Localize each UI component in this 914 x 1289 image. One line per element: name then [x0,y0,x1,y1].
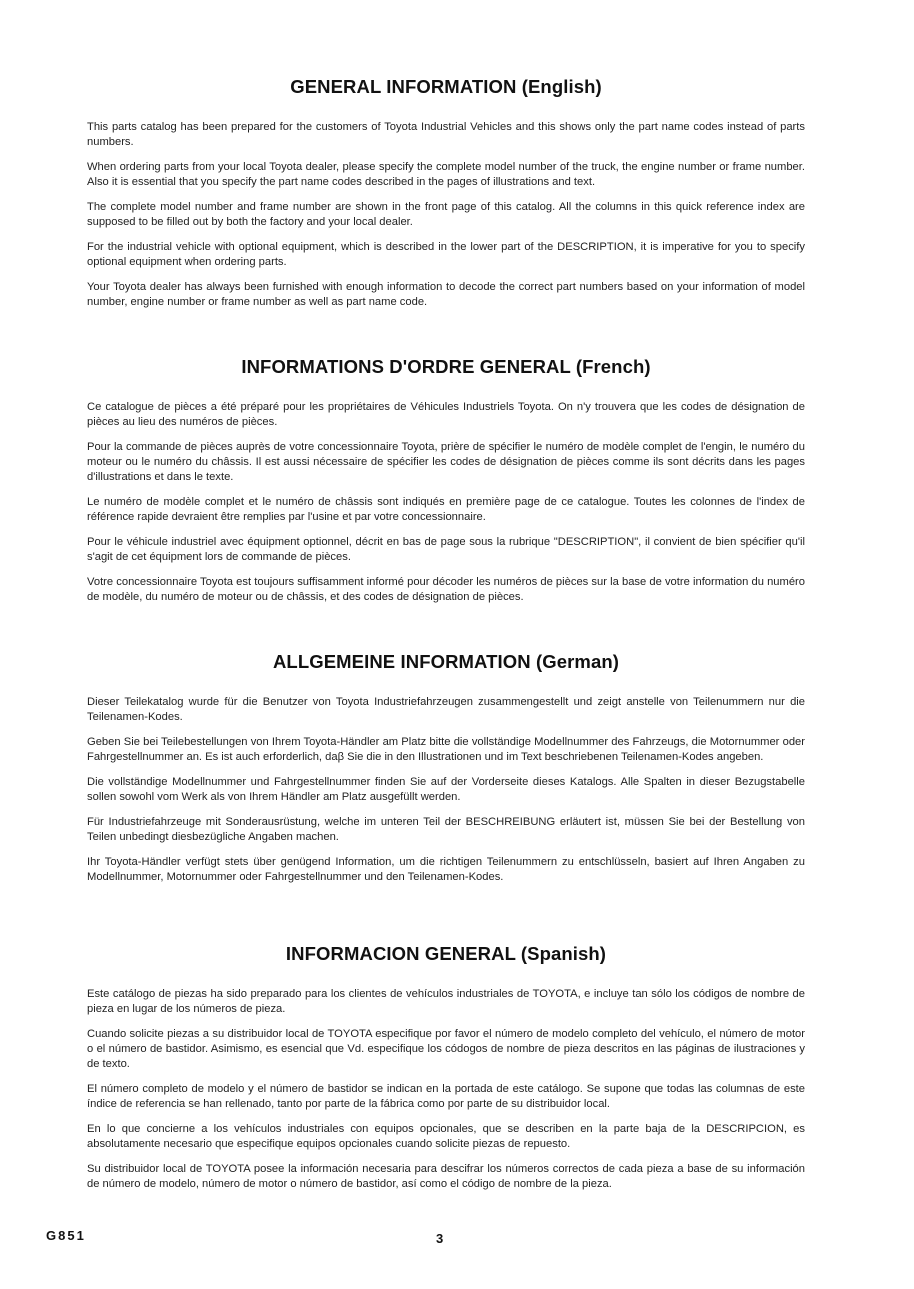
paragraph: This parts catalog has been prepared for the customers of Toyota Industrial Vehicles and this shows only the part name codes instead of parts numbers. [87,121,805,148]
paragraph: Für Industriefahrzeuge mit Sonderausrüstung, welche im unteren Teil der BESCHREIBUNG erläutert ist, müssen Sie bei der Bestellung von Teilen unbedingt diesbezügliche Angaben machen. [87,816,805,843]
paragraph: Pour la commande de pièces auprès de votre concessionnaire Toyota, prière de spécifier le numéro de modèle complet de l'engin, le numéro du moteur ou le numéro du châssis. Il est aussi nécessaire de spécifier les codes de désignation de pièces comme ils sont décrits dans les pages d'illustrations et dans le texte. [87,441,805,483]
section-german [87,651,805,895]
paragraph: En lo que concierne a los vehículos industriales con equipos opcionales, que se describen en la parte baja de la DESCRIPCION, es absolutamente necesario que especifique equipos opcionales cuando solicite piezas de repuesto. [87,1123,805,1150]
paragraph: Geben Sie bei Teilebestellungen von Ihrem Toyota-Händler am Platz bitte die vollständige Modellnummer des Fahrzeugs, die Motornummer oder Fahrgestellnummer an. Es ist auch erforderlich, daβ Sie die in den Illustrationen und im Text beschriebenen Teilenamen-Kodes angeben. [87,736,805,763]
paragraph: Your Toyota dealer has always been furnished with enough information to decode the correct part numbers based on your information of model number, engine number or frame number as well as part name code. [87,281,805,308]
paragraph: Este catálogo de piezas ha sido preparado para los clientes de vehículos industriales de TOYOTA, e incluye tan sólo los códigos de nombre de pieza en lugar de los números de pieza. [87,988,805,1015]
paragraph: Ce catalogue de pièces a été préparé pour les propriétaires de Véhicules Industriels Toyota. On n'y trouvera que les codes de désignation de pièces au lieu des numéros de pièces. [87,401,805,428]
paragraph: Dieser Teilekatalog wurde für die Benutzer von Toyota Industriefahrzeugen zusammengestellt und zeigt anstelle von Teilenummern nur die Teilenamen-Kodes. [87,696,805,723]
paragraph: When ordering parts from your local Toyota dealer, please specify the complete model number of the truck, the engine number or frame number. Also it is essential that you specify the part name codes described in the pages of illustrations and text. [87,161,805,188]
paragraph: Cuando solicite piezas a su distribuidor local de TOYOTA especifique por favor el número de modelo completo del vehículo, el número de motor o el número de bastidor. Asimismo, es esencial que Vd. especifique los códogos de nombre de pieza descritos en las páginas de ilustraciones y de texto. [87,1028,805,1070]
section-english [87,76,805,320]
page-number: 3 [436,1231,444,1246]
paragraph: Pour le véhicule industriel avec équipment optionnel, décrit en bas de page sous la rubrique "DESCRIPTION", il convient de bien spécifier qu'il s'agit de cet équipment lors de commande de pièces. [87,536,805,563]
paragraph: El número completo de modelo y el número de bastidor se indican en la portada de este catálogo. Se supone que todas las columnas de este índice de referencia se han rellenado, tanto por parte de la fábrica como por parte de su distribuidor local. [87,1083,805,1110]
paragraph: For the industrial vehicle with optional equipment, which is described in the lower part of the DESCRIPTION, it is imperative for you to specify optional equipment when ordering parts. [87,241,805,268]
paragraph: Die vollständige Modellnummer und Fahrgestellnummer finden Sie auf der Vorderseite dieses Katalogs. Alle Spalten in dieser Bezugstabelle sollen sowohl vom Werk als von Ihrem Händler am Platz ausgefüllt werden. [87,776,805,803]
paragraph: Le numéro de modèle complet et le numéro de châssis sont indiqués en première page de ce catalogue. Toutes les colonnes de l'index de référence rapide devraient être remplies par l'usine et par votre concessionnaire. [87,496,805,523]
catalog-code: G851 [46,1228,86,1243]
paragraph: Votre concessionnaire Toyota est toujours suffisamment informé pour décoder les numéros de pièces sur la base de votre information du numéro de modèle, du numéro de moteur ou de châssis, et des codes de désignation de pièces. [87,576,805,603]
section-title-french: INFORMATIONS D'ORDRE GENERAL (French) [241,356,651,377]
section-spanish [87,943,805,1202]
paragraph: Su distribuidor local de TOYOTA posee la información necesaria para descifrar los números correctos de cada pieza a base de su información de número de modelo, número de motor o número de bastidor, así como el código de nombre de la pieza. [87,1163,805,1190]
section-title-spanish: INFORMACION GENERAL (Spanish) [285,943,607,964]
paragraph: Ihr Toyota-Händler verfügt stets über genügend Information, um die richtigen Teilenummern zu entschlüsseln, basiert auf Ihren Angaben zu Modellnummer, Motornummer oder Fahrgestellnummer und den Teilenamen-Kodes. [87,856,805,883]
paragraph: The complete model number and frame number are shown in the front page of this catalog. All the columns in this quick reference index are supposed to be filled out by both the factory and your local dealer. [87,201,805,228]
section-title-german: ALLGEMEINE INFORMATION (German) [272,651,620,672]
section-title-english: GENERAL INFORMATION (English) [290,76,602,97]
section-french [87,356,805,615]
